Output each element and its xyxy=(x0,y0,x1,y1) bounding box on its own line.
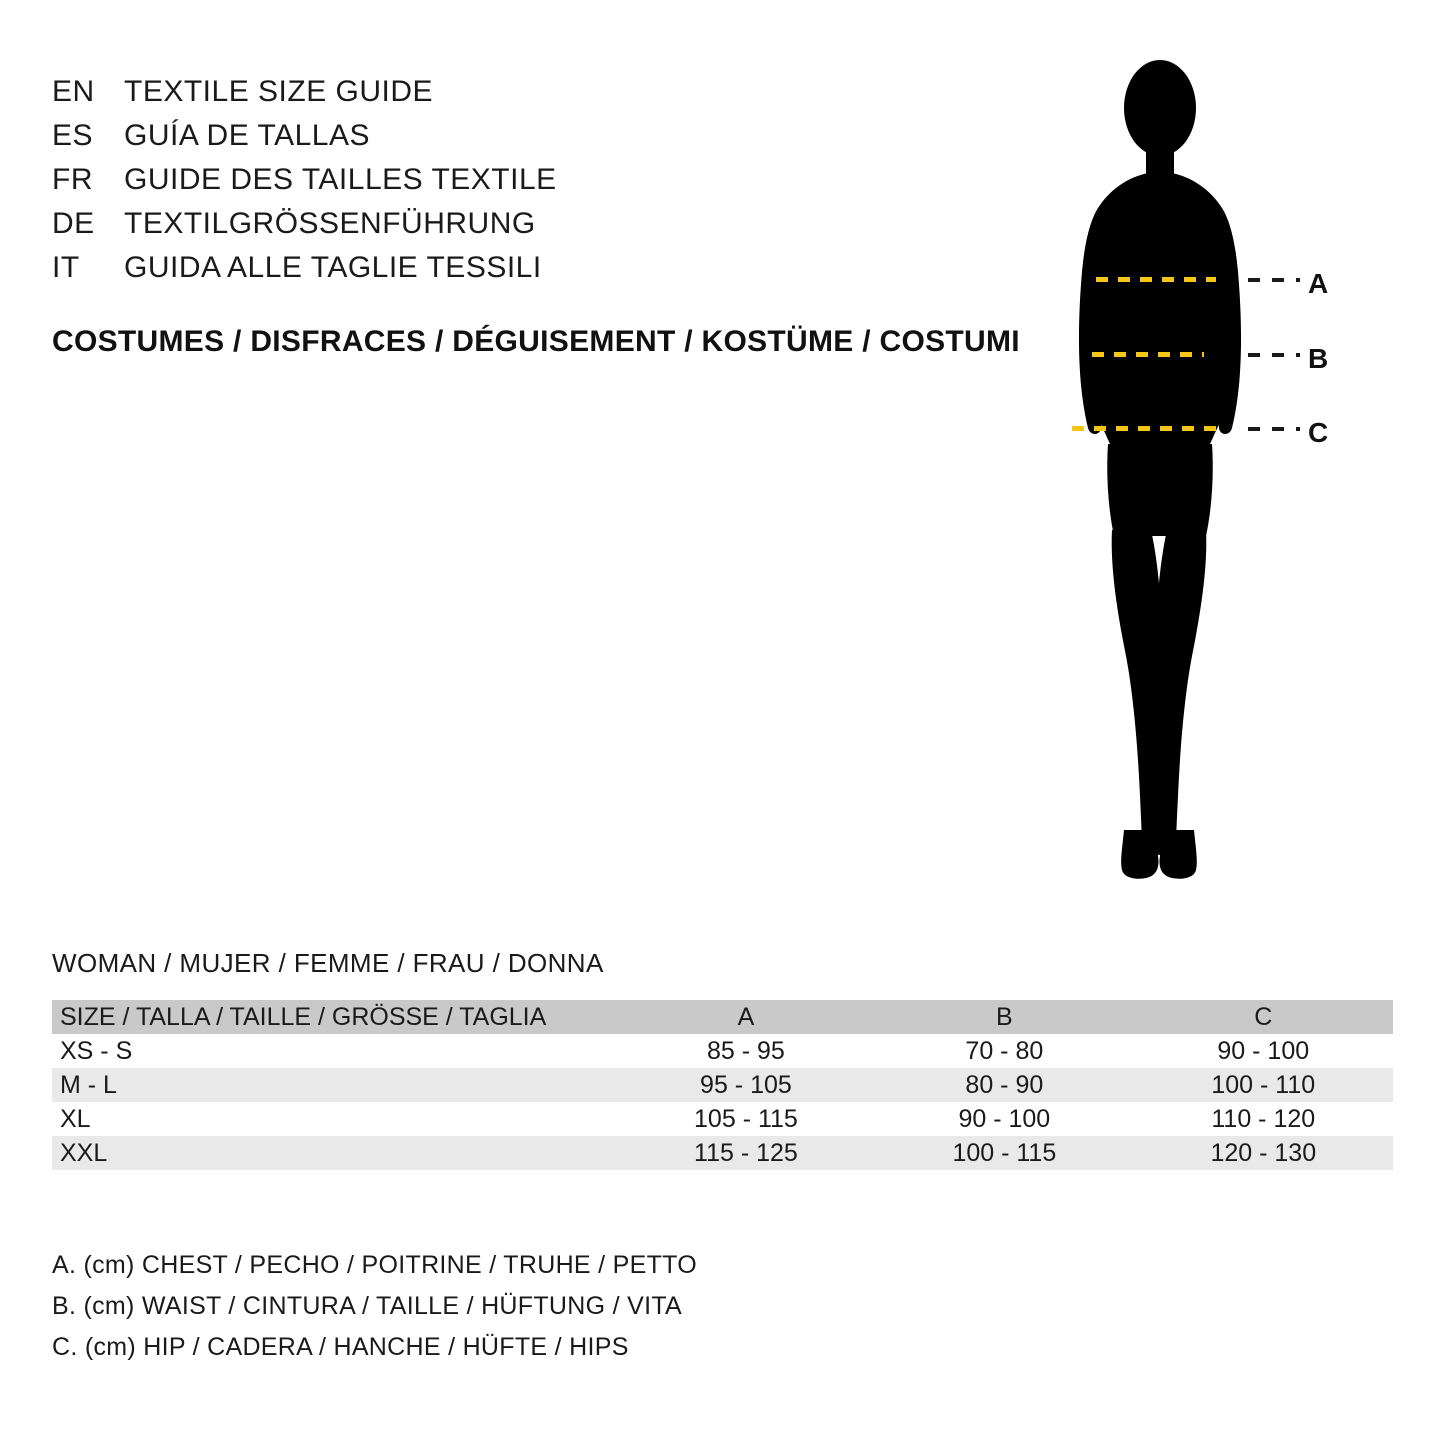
marker-label-b: B xyxy=(1308,343,1329,374)
legend-line-b: B. (cm) WAIST / CINTURA / TAILLE / HÜFTUNG / VITA xyxy=(52,1292,683,1320)
column-header-a: A xyxy=(737,1002,755,1031)
chest-dash-line xyxy=(1096,277,1216,282)
cell-c: 110 - 120 xyxy=(1211,1104,1316,1133)
language-label: TEXTILGRÖSSENFÜHRUNG xyxy=(124,207,536,240)
table-header-row xyxy=(52,1000,1393,1034)
cell-c: 120 - 130 xyxy=(1210,1138,1317,1167)
column-header-size: SIZE / TALLA / TAILLE / GRÖSSE / TAGLIA xyxy=(60,1002,547,1031)
table-row xyxy=(52,1034,1393,1068)
language-label: GUÍA DE TALLAS xyxy=(124,119,370,152)
cell-size: XL xyxy=(60,1104,91,1133)
leader-dash-c xyxy=(1248,427,1300,431)
cell-a: 95 - 105 xyxy=(700,1070,792,1099)
language-code: DE xyxy=(52,207,95,240)
cell-size: XS - S xyxy=(60,1036,133,1065)
hip-dash-line xyxy=(1072,426,1220,431)
cell-c: 90 - 100 xyxy=(1217,1036,1310,1065)
marker-label-a: A xyxy=(1308,268,1329,299)
language-row xyxy=(52,70,1002,114)
language-code: ES xyxy=(52,119,94,152)
cell-b: 70 - 80 xyxy=(965,1036,1044,1065)
table-heading: WOMAN / MUJER / FEMME / FRAU / DONNA xyxy=(52,948,604,978)
size-table xyxy=(52,1000,1393,1170)
language-label: GUIDE DES TAILLES TEXTILE xyxy=(124,163,557,196)
waist-dash-line xyxy=(1092,352,1204,357)
cell-size: XXL xyxy=(60,1138,108,1167)
language-code: IT xyxy=(52,251,80,284)
woman-silhouette-icon xyxy=(1020,60,1360,890)
language-row xyxy=(52,158,1002,202)
cell-size: M - L xyxy=(60,1070,117,1099)
language-code: FR xyxy=(52,163,93,196)
cell-c: 100 - 110 xyxy=(1211,1070,1316,1099)
language-label: TEXTILE SIZE GUIDE xyxy=(124,75,434,108)
table-row xyxy=(52,1136,1393,1170)
language-row xyxy=(52,246,1002,290)
language-list xyxy=(52,70,1002,290)
legend-line-c: C. (cm) HIP / CADERA / HANCHE / HÜFTE / HIPS xyxy=(52,1333,629,1361)
table-row xyxy=(52,1068,1393,1102)
cell-b: 80 - 90 xyxy=(965,1070,1044,1099)
cell-b: 90 - 100 xyxy=(958,1104,1051,1133)
table-row xyxy=(52,1102,1393,1136)
column-header-b: B xyxy=(996,1002,1013,1031)
figure-silhouette xyxy=(1020,60,1360,890)
cell-a: 85 - 95 xyxy=(707,1036,785,1065)
language-row xyxy=(52,114,1002,158)
language-code: EN xyxy=(52,75,95,108)
legend-line-a: A. (cm) CHEST / PECHO / POITRINE / TRUHE / PETTO xyxy=(52,1251,698,1279)
page-title: COSTUMES / DISFRACES / DÉGUISEMENT / KOSTÜME / COSTUMI xyxy=(52,325,1020,358)
leader-dash-b xyxy=(1248,353,1300,357)
column-header-c: C xyxy=(1254,1002,1273,1031)
language-label: GUIDA ALLE TAGLIE TESSILI xyxy=(124,251,542,284)
leader-dash-a xyxy=(1248,278,1300,282)
cell-b: 100 - 115 xyxy=(952,1138,1057,1167)
cell-a: 105 - 115 xyxy=(694,1104,798,1133)
measurement-legend xyxy=(52,1245,697,1368)
marker-label-c: C xyxy=(1308,417,1329,448)
cell-a: 115 - 125 xyxy=(694,1138,798,1167)
language-row xyxy=(52,202,1002,246)
